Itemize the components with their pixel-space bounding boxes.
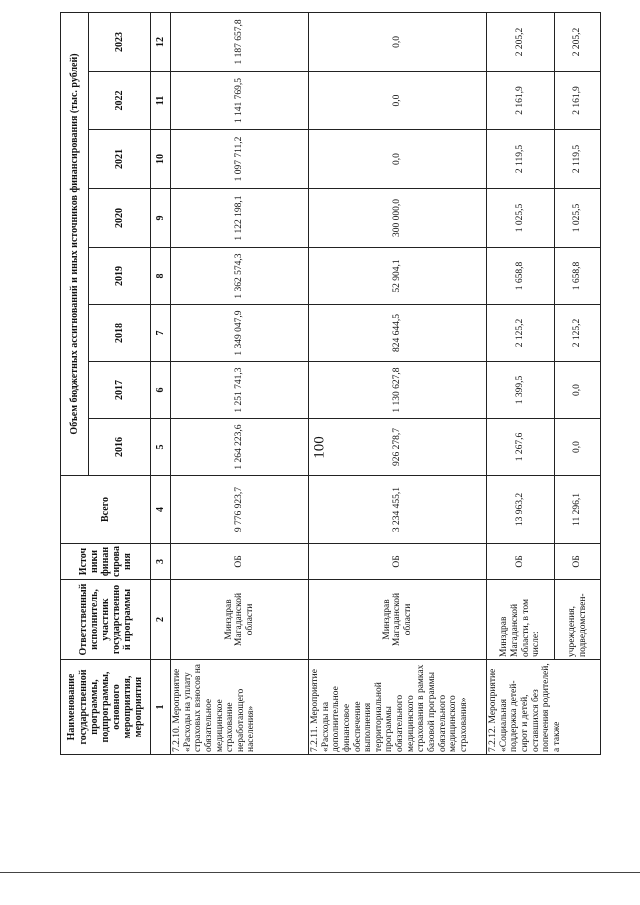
- source-cell: ОБ: [555, 544, 601, 580]
- value-cell: 1 399,5: [487, 362, 555, 419]
- value-cell: 300 000,0: [309, 189, 487, 248]
- column-number: 6: [151, 362, 171, 419]
- value-cell: 0,0: [555, 362, 601, 419]
- value-cell: 1 025,5: [487, 189, 555, 248]
- header-executor: Ответственный исполнитель, участник государственной программы: [61, 580, 151, 660]
- header-year: 2019: [89, 248, 151, 305]
- value-cell: 2 119,5: [555, 130, 601, 189]
- header-year: 2022: [89, 72, 151, 130]
- column-number: 1: [151, 660, 171, 755]
- column-number: 2: [151, 580, 171, 660]
- measure-name: 7.2.10. Мероприятие «Расходы на уплату страховых взносов на обязательное медицинское страхование неработающего населения»: [171, 660, 309, 755]
- column-number: 9: [151, 189, 171, 248]
- header-row-group: [61, 12, 89, 754]
- column-number: 10: [151, 130, 171, 189]
- source-cell: ОБ: [487, 544, 555, 580]
- value-cell: 2 205,2: [487, 12, 555, 71]
- budget-table-rotated: [60, 13, 600, 755]
- column-number: 5: [151, 419, 171, 476]
- value-cell: 1 658,8: [555, 248, 601, 305]
- value-cell: 1 362 574,3: [171, 248, 309, 305]
- value-cell: 2 125,2: [487, 305, 555, 362]
- column-number-row: [151, 12, 171, 754]
- header-year: 2021: [89, 130, 151, 189]
- column-number: 11: [151, 72, 171, 130]
- value-cell: 1 658,8: [487, 248, 555, 305]
- value-cell: 1 141 769,5: [171, 72, 309, 130]
- executor-cell: учреждения, подведомствен-: [555, 580, 601, 660]
- header-year: 2017: [89, 362, 151, 419]
- budget-table: [60, 12, 601, 755]
- value-cell: 1 187 657,8: [171, 12, 309, 71]
- value-cell: 0,0: [555, 419, 601, 476]
- column-number: 4: [151, 476, 171, 544]
- value-cell: 824 644,5: [309, 305, 487, 362]
- value-cell: 2 119,5: [487, 130, 555, 189]
- value-cell: 1 349 047,9: [171, 305, 309, 362]
- value-cell: 2 205,2: [555, 12, 601, 71]
- table-row: [171, 12, 309, 754]
- value-cell: 1 025,5: [555, 189, 601, 248]
- value-total: 3 234 455,1: [309, 476, 487, 544]
- measure-name: 7.2.12. Мероприятие «Социальная поддержка детей-сирот и детей, оставшихся без попечения родителей, а также: [487, 660, 601, 755]
- table-row: [309, 12, 487, 754]
- header-year: 2016: [89, 419, 151, 476]
- column-number: 7: [151, 305, 171, 362]
- value-cell: 2 161,9: [555, 72, 601, 130]
- bottom-divider: [0, 872, 640, 873]
- table-row: [487, 12, 555, 754]
- source-cell: ОБ: [171, 544, 309, 580]
- value-cell: 52 904,1: [309, 248, 487, 305]
- value-cell: 1 264 223,6: [171, 419, 309, 476]
- source-cell: ОБ: [309, 544, 487, 580]
- value-cell: 0,0: [309, 72, 487, 130]
- value-cell: 1 122 198,1: [171, 189, 309, 248]
- executor-cell: Минздрав Магаданской области: [309, 580, 487, 660]
- value-cell: 2 125,2: [555, 305, 601, 362]
- column-number: 3: [151, 544, 171, 580]
- value-cell: 2 161,9: [487, 72, 555, 130]
- header-name: Наименование государственной программы, подпрограммы, основного мероприятия, мероприятия: [61, 660, 151, 755]
- value-cell: 926 278,7: [309, 419, 487, 476]
- header-financing-group: Объем бюджетных ассигнований и иных источников финансирования (тыс. рублей): [61, 12, 89, 475]
- header-year: 2018: [89, 305, 151, 362]
- value-total: 11 296,1: [555, 476, 601, 544]
- header-total: Всего: [61, 476, 151, 544]
- header-year: 2020: [89, 189, 151, 248]
- column-number: 12: [151, 12, 171, 71]
- value-total: 13 963,2: [487, 476, 555, 544]
- value-cell: 1 267,6: [487, 419, 555, 476]
- column-number: 8: [151, 248, 171, 305]
- value-cell: 0,0: [309, 12, 487, 71]
- value-cell: 1 097 711,2: [171, 130, 309, 189]
- measure-name: 7.2.11. Мероприятие «Расходы на дополнительное финансовое обеспечение выполнения территориальной программы обязательного медицинского страхования в рамках базовой программы обязательного медицинского страхования»: [309, 660, 487, 755]
- value-total: 9 776 923,7: [171, 476, 309, 544]
- value-cell: 0,0: [309, 130, 487, 189]
- value-cell: 1 251 741,3: [171, 362, 309, 419]
- table-row: [555, 12, 601, 754]
- header-source: Источники финансирования: [61, 544, 151, 580]
- value-cell: 1 130 627,8: [309, 362, 487, 419]
- header-year: 2023: [89, 12, 151, 71]
- page-number: 100: [311, 436, 328, 459]
- executor-cell: Минздрав Магаданской области: [171, 580, 309, 660]
- executor-cell: Минздрав Магаданской области, в том числе:: [487, 580, 555, 660]
